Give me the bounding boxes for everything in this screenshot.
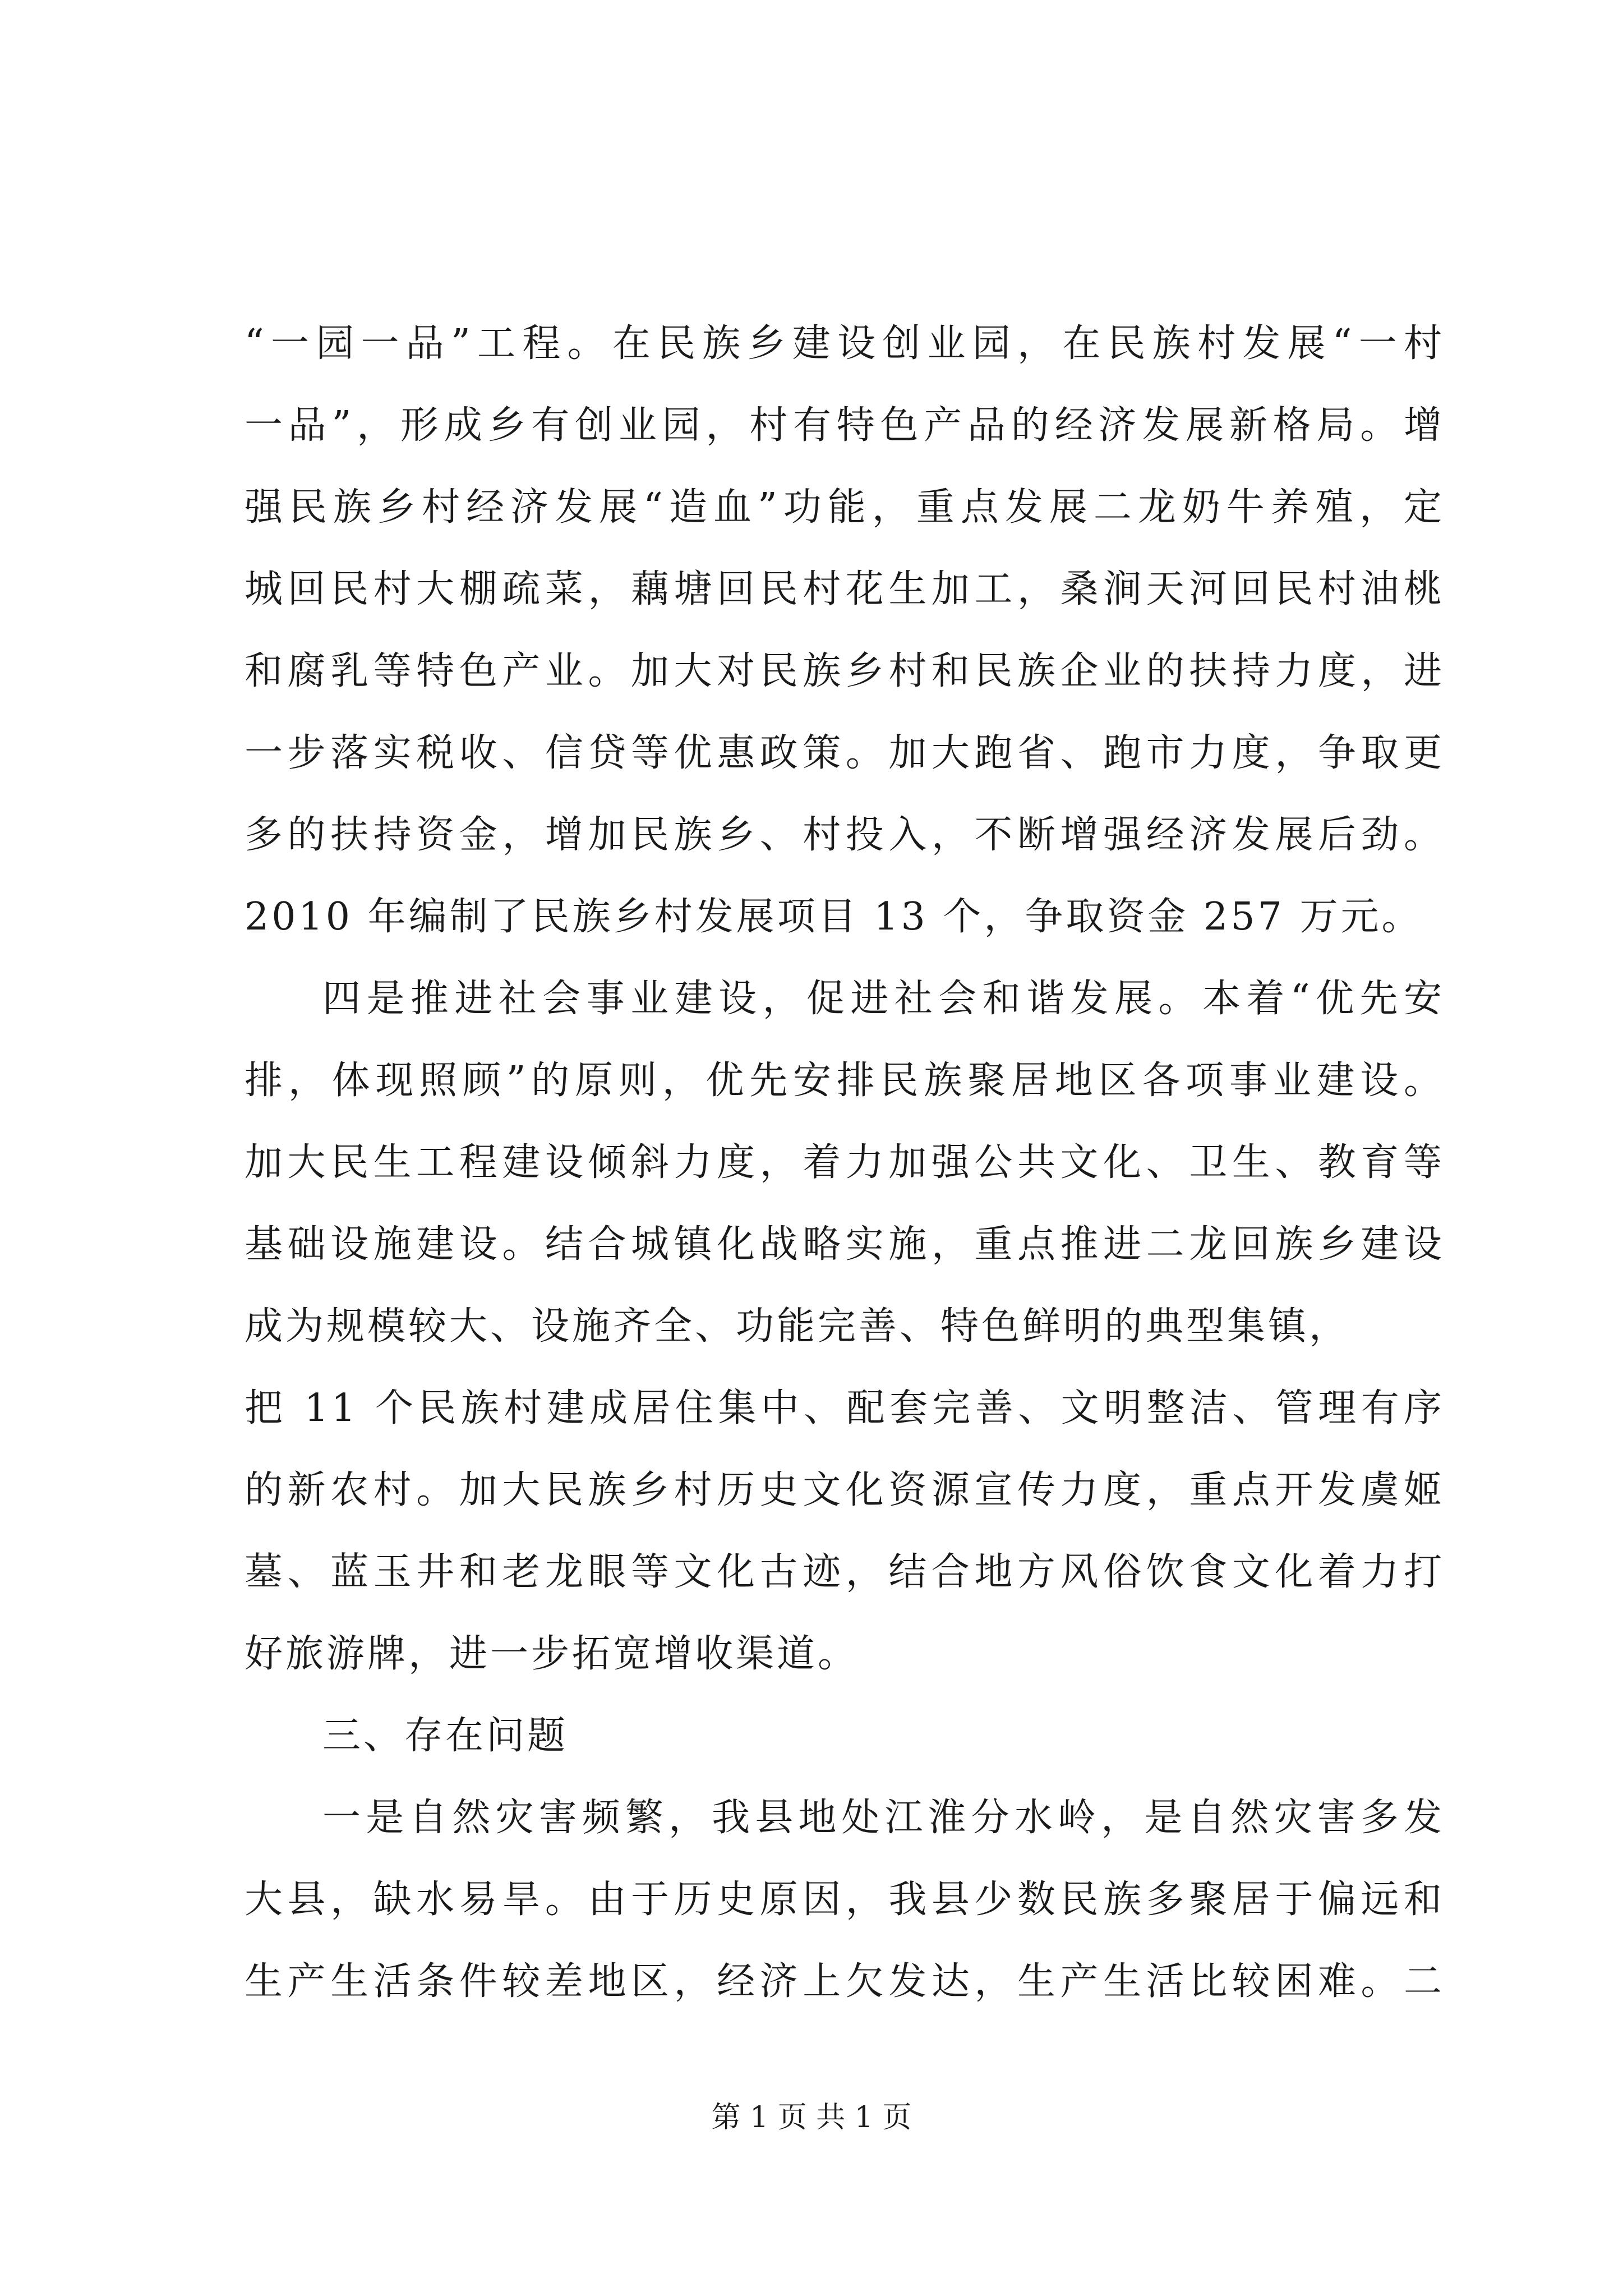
text-line: 的新农村。加大民族乡村历史文化资源宣传力度，重点开发虞姬 bbox=[245, 1468, 1445, 1512]
text-line: 一步落实税收、信贷等优惠政策。加大跑省、跑市力度，争取更 bbox=[245, 731, 1445, 775]
page-number-footer: 第 1 页 共 1 页 bbox=[711, 2101, 912, 2134]
text-line: 大县，缺水易旱。由于历史原因，我县少数民族多聚居于偏远和 bbox=[245, 1878, 1445, 1922]
text-line: 城回民村大棚疏菜，藕塘回民村花生加工，桑涧天河回民村油桃 bbox=[245, 567, 1445, 611]
text-line: 成为规模较大、设施齐全、功能完善、特色鲜明的典型集镇， bbox=[245, 1304, 1350, 1349]
text-line: 墓、蓝玉井和老龙眼等文化古迹，结合地方风俗饮食文化着力打 bbox=[245, 1550, 1445, 1594]
text-line: “一园一品”工程。在民族乡建设创业园，在民族村发展“一村 bbox=[245, 321, 1445, 366]
text-line: 排，体现照顾”的原则，优先安排民族聚居地区各项事业建设。 bbox=[245, 1059, 1445, 1103]
paragraph-first-line: 四是推进社会事业建设，促进社会和谐发展。本着“优先安 bbox=[322, 977, 1445, 1021]
text-line: 生产生活条件较差地区，经济上欠发达，生产生活比较困难。二 bbox=[245, 1959, 1445, 2004]
text-line: 强民族乡村经济发展“造血”功能，重点发展二龙奶牛养殖，定 bbox=[245, 485, 1445, 530]
text-line: 和腐乳等特色产业。加大对民族乡村和民族企业的扶持力度，进 bbox=[245, 649, 1445, 693]
text-line: 加大民生工程建设倾斜力度，着力加强公共文化、卫生、教育等 bbox=[245, 1140, 1445, 1185]
paragraph-first-line: 一是自然灾害频繁，我县地处江淮分水岭，是自然灾害多发 bbox=[322, 1796, 1445, 1840]
text-line: 好旅游牌，进一步拓宽增收渠道。 bbox=[245, 1632, 859, 1676]
document-body bbox=[245, 303, 1445, 2023]
text-line: 基础设施建设。结合城镇化战略实施，重点推进二龙回族乡建设 bbox=[245, 1222, 1445, 1267]
section-heading: 三、存在问题 bbox=[322, 1714, 569, 1758]
text-line: 2010 年编制了民族乡村发展项目 13 个，争取资金 257 万元。 bbox=[245, 895, 1423, 939]
text-line: 把 11 个民族村建成居住集中、配套完善、文明整洁、管理有序 bbox=[245, 1386, 1445, 1430]
text-line: 一品”，形成乡有创业园，村有特色产品的经济发展新格局。增 bbox=[245, 403, 1445, 448]
text-line: 多的扶持资金，增加民族乡、村投入，不断增强经济发展后劲。 bbox=[245, 813, 1445, 857]
